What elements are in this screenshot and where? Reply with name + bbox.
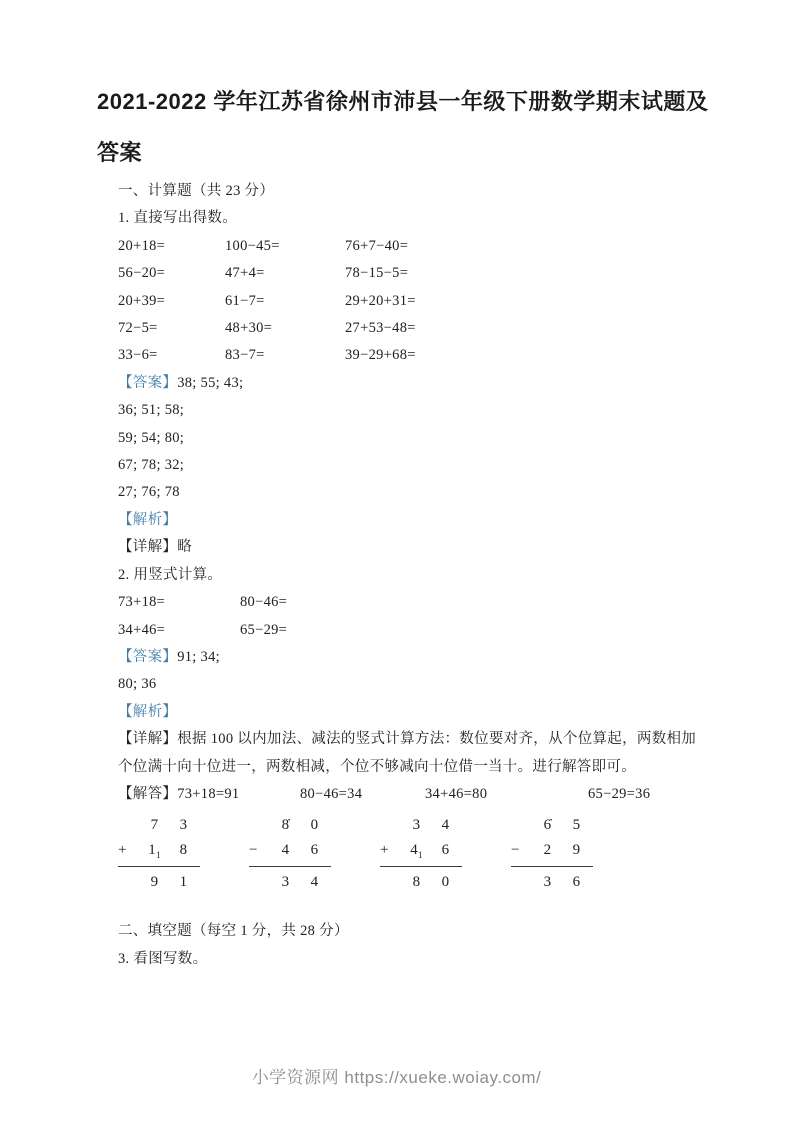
q2-equation-row bbox=[118, 589, 703, 616]
solve-equation: 34+46=80 bbox=[425, 785, 488, 802]
solve-equation: 80−46=34 bbox=[300, 785, 363, 802]
carry-mark: 1 bbox=[156, 850, 161, 861]
digit-with-borrow-dot: 8̇ bbox=[281, 817, 290, 834]
operator: + bbox=[118, 842, 127, 859]
vcalc-operand-row bbox=[380, 838, 462, 867]
equation-cell: 61−7= bbox=[225, 292, 265, 309]
section-1-heading: 一、计算题（共 23 分） bbox=[118, 183, 275, 199]
q2-answer-line bbox=[118, 644, 703, 671]
digit-with-carry: $1_1$ bbox=[148, 842, 161, 861]
digit: 4 bbox=[281, 842, 290, 859]
equation-cell: 80−46= bbox=[240, 594, 288, 611]
digit: 3 bbox=[281, 874, 290, 891]
q2-equation-row bbox=[118, 617, 703, 644]
equation-cell: 100−45= bbox=[225, 237, 280, 254]
equation-cell: 20+39= bbox=[118, 292, 166, 309]
q1-equation-grid bbox=[118, 233, 703, 370]
digit: 4 bbox=[441, 817, 450, 834]
vertical-calculations bbox=[118, 813, 703, 909]
equation-cell: 56−20= bbox=[118, 265, 166, 282]
vcalc-top-row bbox=[249, 813, 331, 838]
operator: − bbox=[249, 842, 258, 859]
vcalc-top-row bbox=[118, 813, 200, 838]
q1-answer-line: 67; 78; 32; bbox=[118, 457, 185, 474]
q2-detail: 【详解】根据 100 以内加法、减法的竖式计算方法：数位要对齐，从个位算起，两数相加个位满十向十位进一，两数相减，个位不够减向十位借一当十。进行解答即可。 bbox=[118, 731, 697, 775]
operator: + bbox=[380, 842, 389, 859]
analysis-marker: 【解析】 bbox=[118, 511, 178, 528]
vcalc-operand-row bbox=[511, 838, 593, 867]
equation-cell: 48+30= bbox=[225, 320, 273, 337]
equation-cell: 39−29+68= bbox=[345, 347, 416, 364]
vcalc-result-row bbox=[380, 867, 462, 895]
digit: 3 bbox=[543, 874, 552, 891]
digit: 8 bbox=[179, 842, 188, 859]
digit: 0 bbox=[310, 817, 319, 834]
q1-stem: 1. 直接写出得数。 bbox=[118, 210, 237, 227]
answer-marker: 【答案】 bbox=[118, 374, 178, 391]
operator: − bbox=[511, 842, 520, 859]
answer-values: 38; 55; 43; bbox=[177, 374, 244, 391]
digit: 6 bbox=[572, 874, 581, 891]
equation-cell: 47+4= bbox=[225, 265, 265, 282]
vcalc-operand-row bbox=[118, 838, 200, 867]
q1-answer-line: 59; 54; 80; bbox=[118, 429, 185, 446]
carry-mark: 1 bbox=[418, 850, 423, 861]
digit: 6 bbox=[310, 842, 319, 859]
digit: 9 bbox=[150, 874, 159, 891]
digit: 7 bbox=[150, 817, 159, 834]
digit: 5 bbox=[572, 817, 581, 834]
document-body bbox=[118, 178, 703, 973]
q1-answer-line: 36; 51; 58; bbox=[118, 402, 185, 419]
vertical-calc-34-plus-46 bbox=[380, 813, 462, 895]
digit: 2 bbox=[543, 842, 552, 859]
vcalc-result-row bbox=[118, 867, 200, 895]
digit: 0 bbox=[441, 874, 450, 891]
vertical-calc-80-minus-46 bbox=[249, 813, 331, 895]
digit-with-carry: $4_1$ bbox=[410, 842, 423, 861]
page-title: 2021-2022 学年江苏省徐州市沛县一年级下册数学期末试题及答案 bbox=[97, 89, 709, 165]
q1-answer-line: 27; 76; 78 bbox=[118, 484, 180, 501]
analysis-marker: 【解析】 bbox=[118, 703, 178, 720]
equation-cell: 29+20+31= bbox=[345, 292, 416, 309]
vcalc-top-row bbox=[380, 813, 462, 838]
solve-equation: 【解答】73+18=91 bbox=[118, 785, 240, 802]
q2-stem: 2. 用竖式计算。 bbox=[118, 566, 223, 583]
q1-answer-line bbox=[118, 370, 703, 397]
section-2-heading: 二、填空题（每空 1 分，共 28 分） bbox=[118, 923, 349, 940]
q3-stem: 3. 看图写数。 bbox=[118, 950, 208, 967]
digit: 4 bbox=[310, 874, 319, 891]
equation-cell: 33−6= bbox=[118, 347, 158, 364]
equation-cell: 78−15−5= bbox=[345, 265, 409, 282]
equation-cell: 27+53−48= bbox=[345, 320, 416, 337]
digit: 8 bbox=[412, 874, 421, 891]
equation-cell: 20+18= bbox=[118, 237, 166, 254]
equation-cell: 83−7= bbox=[225, 347, 265, 364]
digit: 3 bbox=[179, 817, 188, 834]
vcalc-operand-row bbox=[249, 838, 331, 867]
q1-detail: 【详解】略 bbox=[118, 539, 192, 556]
answer-marker: 【答案】 bbox=[118, 648, 178, 665]
equation-cell: 73+18= bbox=[118, 594, 166, 611]
footer-watermark: 小学资源网 https://xueke.woiay.com/ bbox=[251, 1068, 542, 1087]
equation-cell: 65−29= bbox=[240, 621, 288, 638]
vertical-calc-73-plus-18 bbox=[118, 813, 200, 895]
q2-solve-line bbox=[118, 781, 703, 808]
equation-cell: 34+46= bbox=[118, 621, 166, 638]
q2-answer-line: 80; 36 bbox=[118, 676, 157, 693]
digit-with-borrow-dot: 6̇ bbox=[543, 817, 552, 834]
digit: 1 bbox=[179, 874, 188, 891]
vcalc-top-row bbox=[511, 813, 593, 838]
digit: 6 bbox=[441, 842, 450, 859]
vcalc-result-row bbox=[511, 867, 593, 895]
equation-cell: 76+7−40= bbox=[345, 237, 409, 254]
digit: 9 bbox=[572, 842, 581, 859]
vertical-calc-65-minus-29 bbox=[511, 813, 593, 895]
vcalc-result-row bbox=[249, 867, 331, 895]
equation-cell: 72−5= bbox=[118, 320, 158, 337]
solve-equation: 65−29=36 bbox=[588, 785, 651, 802]
digit: 3 bbox=[412, 817, 421, 834]
answer-values: 91; 34; bbox=[177, 648, 220, 665]
